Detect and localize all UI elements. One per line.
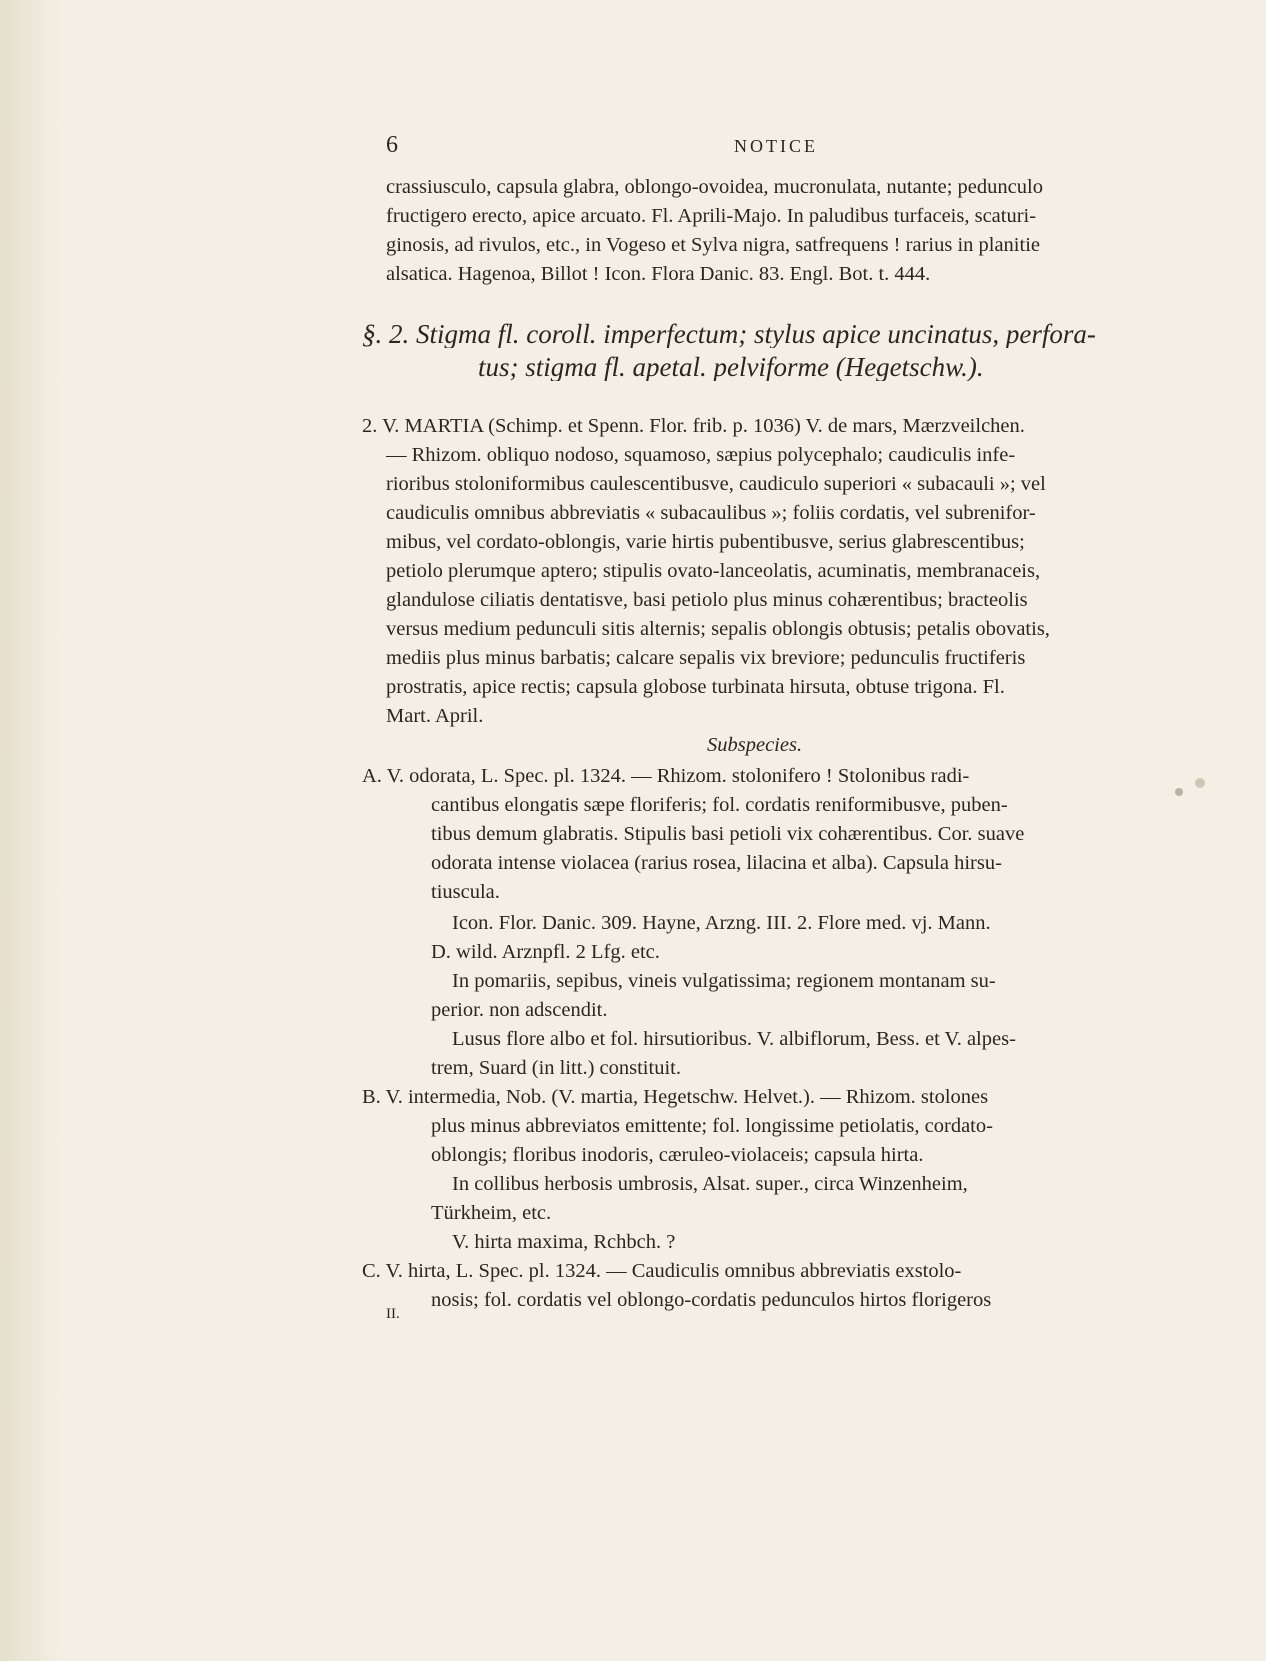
text-line: tiuscula. xyxy=(431,881,500,903)
text-line: — Rhizom. obliquo nodoso, squamoso, sæpius polycephalo; caudiculis infe- xyxy=(386,444,1016,466)
ink-spot xyxy=(1175,788,1183,796)
text-line: oblongis; floribus inodoris, cæruleo-violaceis; capsula hirta. xyxy=(431,1144,924,1166)
text-line: Türkheim, etc. xyxy=(431,1202,552,1224)
text-line: versus medium pedunculi sitis alternis; sepalis oblongis obtusis; petalis obovatis, xyxy=(386,618,1050,640)
text-line: crassiusculo, capsula glabra, oblongo-ovoidea, mucronulata, nutante; pedunculo xyxy=(386,176,1043,198)
text-line: caudiculis omnibus abbreviatis « subacaulibus »; foliis cordatis, vel subrenifor- xyxy=(386,502,1036,524)
text-line: petiolo plerumque aptero; stipulis ovato-lanceolatis, acuminatis, membranaceis, xyxy=(386,560,1041,582)
page-gutter-shadow xyxy=(0,0,60,1661)
text-line: glandulose ciliatis dentatisve, basi petiolo plus minus cohærentibus; bracteolis xyxy=(386,589,1028,611)
text-line: mediis plus minus barbatis; calcare sepalis vix breviore; pedunculis fructiferis xyxy=(386,647,1026,669)
text-line: B. V. intermedia, Nob. (V. martia, Hegetschw. Helvet.). — Rhizom. stolones xyxy=(362,1086,989,1108)
text-line: mibus, vel cordato-oblongis, varie hirtis pubentibusve, serius glabrescentibus; xyxy=(386,531,1025,553)
ink-spot xyxy=(1195,778,1205,788)
text-line: In pomariis, sepibus, vineis vulgatissima; regionem montanam su- xyxy=(452,970,996,992)
text-line: Mart. April. xyxy=(386,705,484,727)
running-header xyxy=(386,132,1186,162)
page-number: 6 xyxy=(386,132,398,158)
text-line: ginosis, ad rivulos, etc., in Vogeso et Sylva nigra, satfrequens ! rarius in planitie xyxy=(386,234,1040,256)
text-line: Subspecies. xyxy=(707,734,803,756)
text-line: tus; stigma fl. apetal. pelviforme (Hegetschw.). xyxy=(478,353,984,381)
text-line: prostratis, apice rectis; capsula globose turbinata hirsuta, obtuse trigona. Fl. xyxy=(386,676,1005,698)
text-line: cantibus elongatis sæpe floriferis; fol. cordatis reniformibusve, puben- xyxy=(431,794,1008,816)
text-line: fructigero erecto, apice arcuato. Fl. Aprili-Majo. In paludibus turfaceis, scaturi- xyxy=(386,205,1037,227)
text-line: C. V. hirta, L. Spec. pl. 1324. — Caudiculis omnibus abbreviatis exstolo- xyxy=(362,1260,962,1282)
text-line: D. wild. Arznpfl. 2 Lfg. etc. xyxy=(431,941,660,963)
text-line: alsatica. Hagenoa, Billot ! Icon. Flora Danic. 83. Engl. Bot. t. 444. xyxy=(386,263,931,285)
signature-mark: II. xyxy=(386,1306,400,1322)
text-line: trem, Suard (in litt.) constituit. xyxy=(431,1057,681,1079)
text-line: tibus demum glabratis. Stipulis basi petioli vix cohærentibus. Cor. suave xyxy=(431,823,1025,845)
running-title: NOTICE xyxy=(734,136,818,156)
text-line: odorata intense violacea (rarius rosea, lilacina et alba). Capsula hirsu- xyxy=(431,852,1002,874)
text-line: V. hirta maxima, Rchbch. ? xyxy=(452,1231,676,1253)
text-line: 2. V. MARTIA (Schimp. et Spenn. Flor. frib. p. 1036) V. de mars, Mærzveilchen. xyxy=(362,415,1025,437)
text-line: A. V. odorata, L. Spec. pl. 1324. — Rhizom. stolonifero ! Stolonibus radi- xyxy=(362,765,970,787)
text-line: plus minus abbreviatos emittente; fol. longissime petiolatis, cordato- xyxy=(431,1115,993,1137)
text-line: In collibus herbosis umbrosis, Alsat. super., circa Winzenheim, xyxy=(452,1173,968,1195)
text-line: §. 2. Stigma fl. coroll. imperfectum; stylus apice uncinatus, perfora- xyxy=(362,320,1096,348)
text-line: perior. non adscendit. xyxy=(431,999,608,1021)
text-line: rioribus stoloniformibus caulescentibusve, caudiculo superiori « subacauli »; vel xyxy=(386,473,1046,495)
text-line: nosis; fol. cordatis vel oblongo-cordatis pedunculos hirtos florigeros xyxy=(431,1289,992,1311)
text-line: Icon. Flor. Danic. 309. Hayne, Arzng. III. 2. Flore med. vj. Mann. xyxy=(452,912,991,934)
text-line: Lusus flore albo et fol. hirsutioribus. V. albiflorum, Bess. et V. alpes- xyxy=(452,1028,1016,1050)
